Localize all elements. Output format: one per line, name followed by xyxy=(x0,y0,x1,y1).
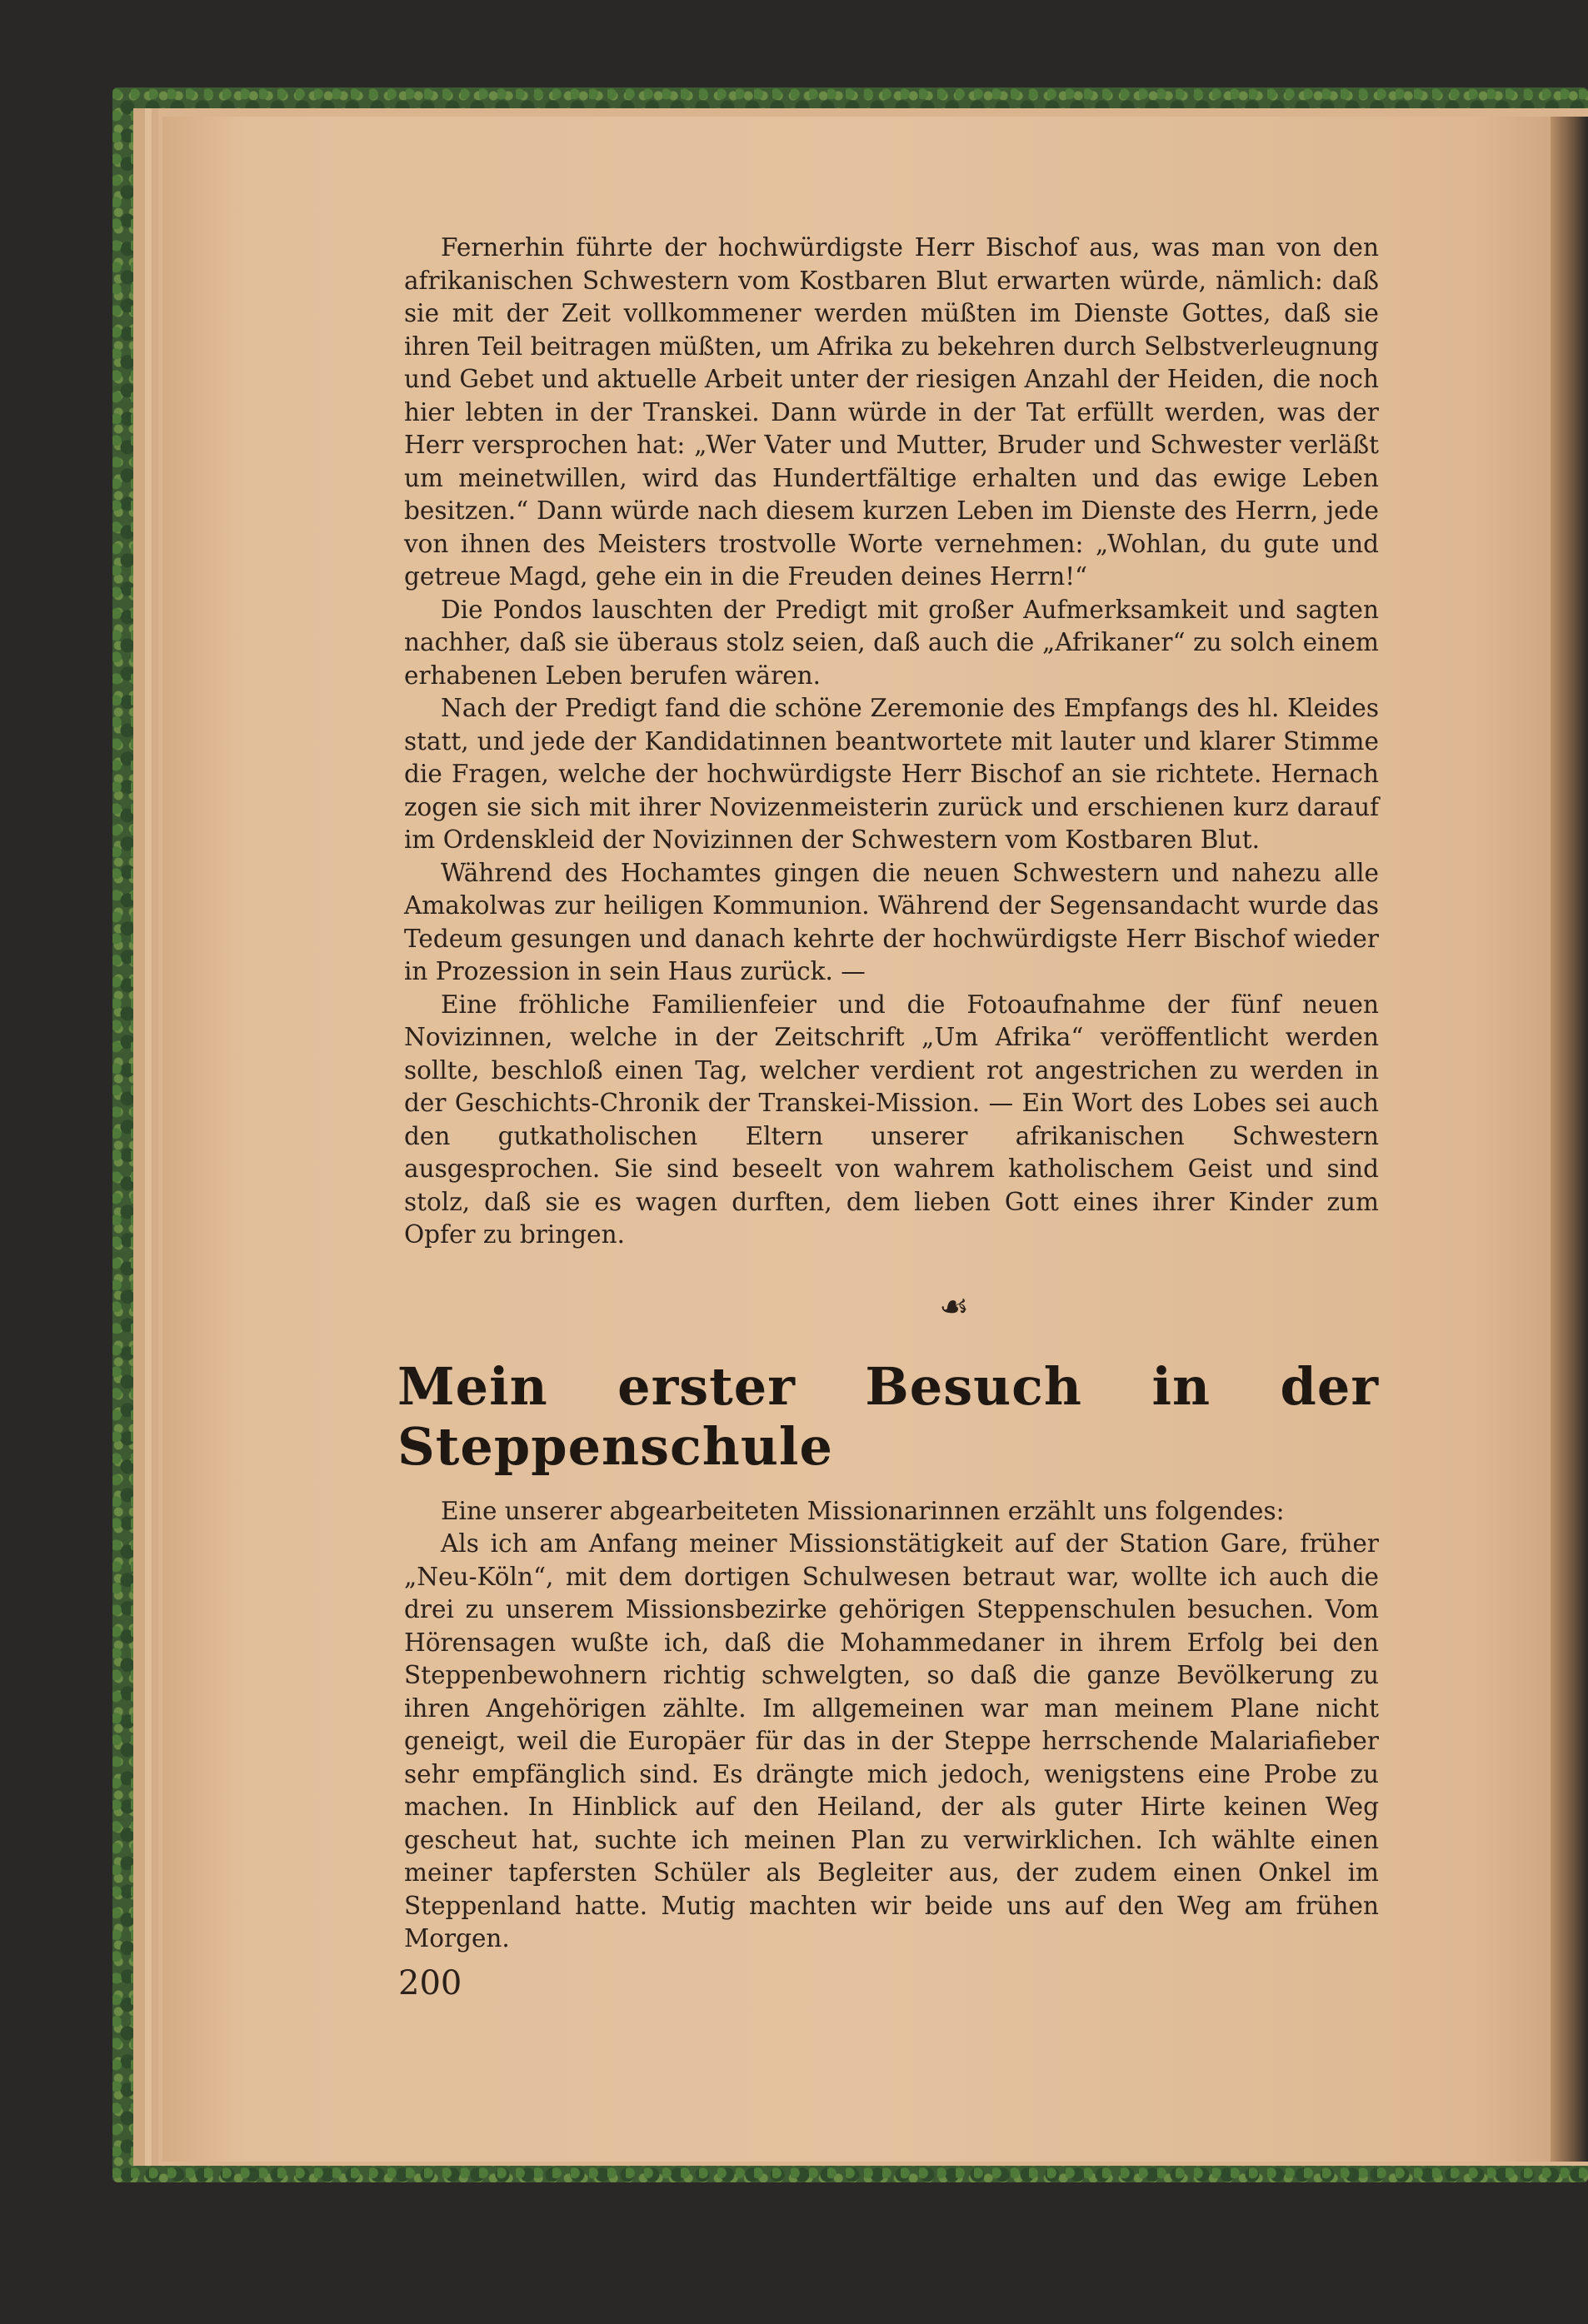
paragraph: Eine unserer abgearbeiteten Missionarinnen erzählt uns folgendes: xyxy=(441,1496,1285,1525)
paragraph: Fernerhin führte der hochwürdigste Herr Bischof aus, was man von den afrikanischen Schwestern vom Kostbaren Blut erwarten würde, nämlich: daß sie mit der Zeit vollkommener werden müßten im Dienste Gottes, daß sie ihren Teil beitragen müßten, um Afrika zu bekehren durch Selbstverleugnung und Gebet und aktuelle Arbeit unter der riesigen Anzahl der Heiden, die noch hier lebten in der Transkei. Dann würde in der Tat erfüllt werden, was der Herr versprochen hat: „Wer Vater und Mutter, Bruder und Schwester verläßt um meinetwillen, wird das Hundertfältige erhalten und das ewige Leben besitzen.“ Dann würde nach diesem kurzen Leben im Dienste des Herrn, jede von ihnen des Meisters trostvolle Worte vernehmen: „Wohlan, du gute und getreue Magd, gehe ein in die Freuden deines Herrn!“ xyxy=(404,233,1379,591)
paragraph: Nach der Predigt fand die schöne Zeremonie des Empfangs des hl. Kleides statt, und jede der Kandidatinnen beantwortete mit lauter und klarer Stimme die Fragen, welche der hochwürdigste Herr Bischof an sie richtete. Hernach zogen sie sich mit ihrer Novizenmeisterin zurück und erschienen kurz darauf im Ordenskleid der Novizinnen der Schwestern vom Kostbaren Blut. xyxy=(404,694,1379,854)
section-ornament: ☙ xyxy=(939,1287,969,1326)
book-gutter xyxy=(1551,117,1588,2162)
page-number: 200 xyxy=(398,1964,462,2002)
paragraph: Eine fröhliche Familienfeier und die Fotoaufnahme der fünf neuen Novizinnen, welche in der Zeitschrift „Um Afrika“ veröffentlicht werden sollte, beschloß einen Tag, welcher verdient rot angestrichen zu werden in der Geschichts-Chronik der Transkei-Mission. — Ein Wort des Lobes sei auch den gutkatholischen Eltern unserer afrikanischen Schwestern ausgesprochen. Sie sind beseelt von wahrem katholischem Geist und sind stolz, daß sie es wagen durften, dem lieben Gott eines ihrer Kinder zum Opfer zu bringen. xyxy=(404,990,1379,1249)
paragraph: Während des Hochamtes gingen die neuen Schwestern und nahezu alle Amakolwas zur heiligen Kommunion. Während der Segensandacht wurde das Tedeum gesungen und danach kehrte der hochwürdigste Herr Bischof wieder in Prozession in sein Haus zurück. — xyxy=(404,858,1379,985)
page-text xyxy=(397,232,1379,1956)
section-heading: Mein erster Besuch in der Steppenschule xyxy=(397,1355,1379,1477)
paragraph: Die Pondos lauschten der Predigt mit großer Aufmerksamkeit und sagten nachher, daß sie überaus stolz seien, daß auch die „Afrikaner“ zu solch einem erhabenen Leben berufen wären. xyxy=(404,595,1379,690)
paragraph: Als ich am Anfang meiner Missionstätigkeit auf der Station Gare, früher „Neu-Köln“, mit dem dortigen Schulwesen betraut war, wollte ich auch die drei zu unserem Missionsbezirke gehörigen Steppenschulen besuchen. Vom Hörensagen wußte ich, daß die Mohammedaner in ihrem Erfolg bei den Steppenbewohnern richtig schwelgten, so daß die ganze Bevölkerung zu ihren Angehörigen zählte. Im allgemeinen war man meinem Plane nicht geneigt, weil die Europäer für das in der Steppe herrschende Malariafieber sehr empfänglich sind. Es drängte mich jedoch, wenigstens eine Probe zu machen. In Hinblick auf den Heiland, der als guter Hirte keinen Weg gescheut hat, suchte ich meinen Plan zu verwirklichen. Ich wählte einen meiner tapfersten Schüler als Begleiter aus, der zudem einen Onkel im Steppenland hatte. Mutig machten wir beide uns auf den Weg am frühen Morgen. xyxy=(404,1529,1379,1952)
